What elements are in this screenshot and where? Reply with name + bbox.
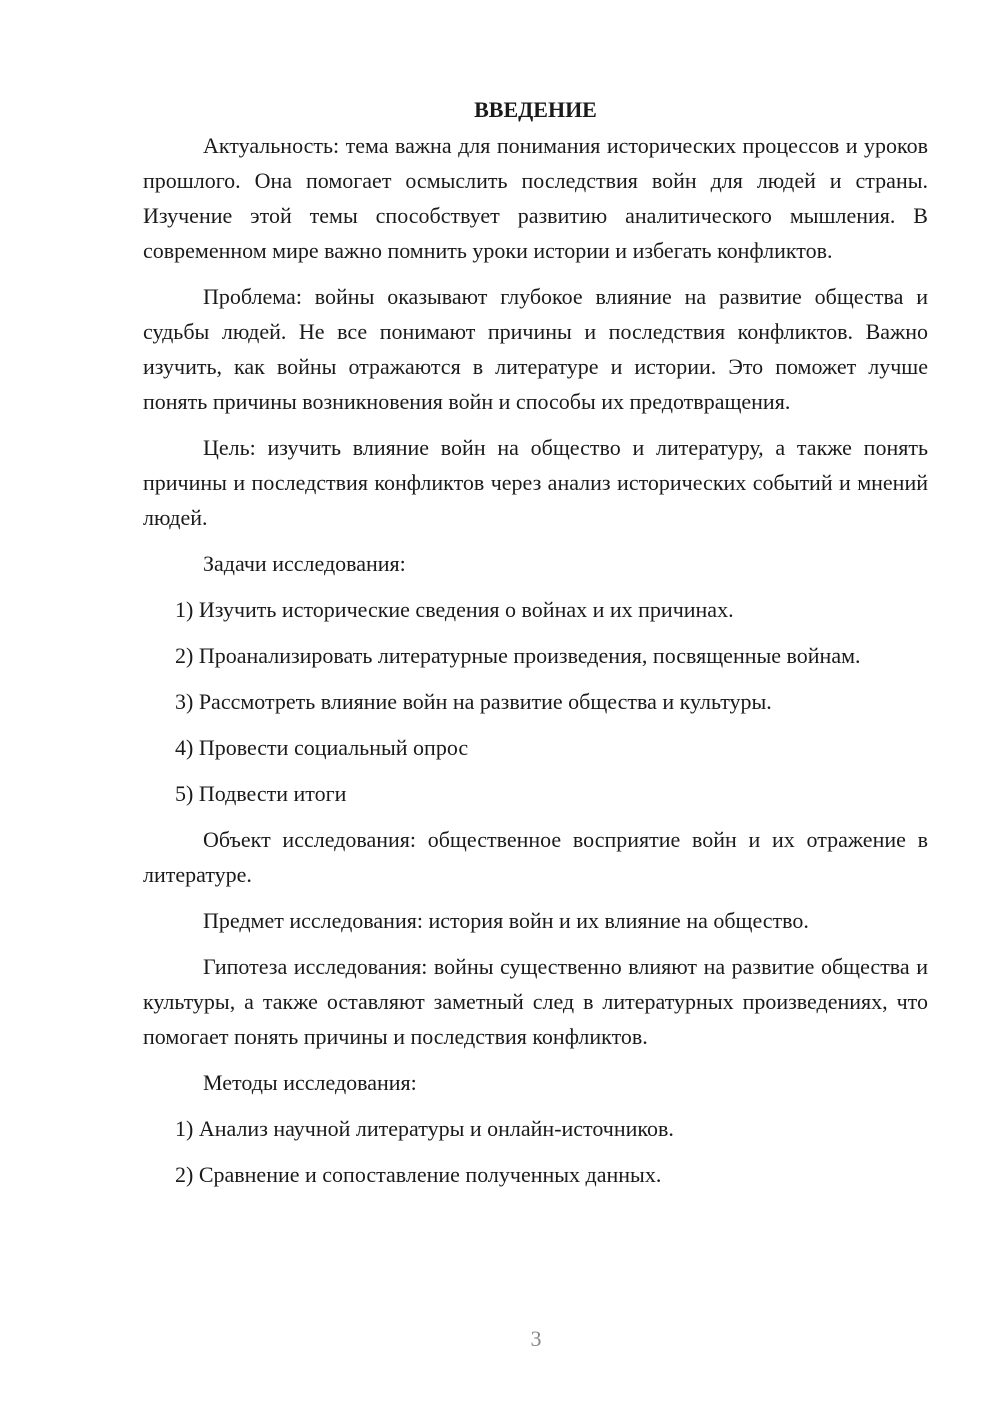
task-item-2: 2) Проанализировать литературные произведения, посвященные войнам. bbox=[175, 643, 861, 668]
document-page bbox=[143, 92, 928, 1203]
paragraph-object: Объект исследования: общественное восприятие войн и их отражение в литературе. bbox=[143, 827, 928, 887]
paragraph-relevance: Актуальность: тема важна для понимания исторических процессов и уроков прошлого. Она помогает осмыслить последствия войн для людей и страны. Изучение этой темы способствует развитию аналитического мышления. В современном мире важно помнить уроки истории и избегать конфликтов. bbox=[143, 133, 928, 263]
paragraph-problem: Проблема: войны оказывают глубокое влияние на развитие общества и судьбы людей. Не все понимают причины и последствия конфликтов. Важно изучить, как войны отражаются в литературе и истории. Это поможет лучше понять причины возникновения войн и способы их предотвращения. bbox=[143, 284, 928, 414]
task-item-1: 1) Изучить исторические сведения о войнах и их причинах. bbox=[175, 597, 734, 622]
page-number: 3 bbox=[530, 1326, 542, 1351]
method-item-1: 1) Анализ научной литературы и онлайн-источников. bbox=[175, 1116, 674, 1141]
task-item-4: 4) Провести социальный опрос bbox=[175, 735, 469, 760]
section-title: ВВЕДЕНИЕ bbox=[474, 97, 597, 122]
paragraph-goal: Цель: изучить влияние войн на общество и литературу, а также понять причины и последствия конфликтов через анализ исторических событий и мнений людей. bbox=[143, 435, 928, 530]
task-item-3: 3) Рассмотреть влияние войн на развитие общества и культуры. bbox=[175, 689, 772, 714]
method-item-2: 2) Сравнение и сопоставление полученных данных. bbox=[175, 1162, 662, 1187]
task-item-5: 5) Подвести итоги bbox=[175, 781, 347, 806]
paragraph-tasks-heading: Задачи исследования: bbox=[203, 551, 406, 576]
paragraph-hypothesis: Гипотеза исследования: войны существенно влияют на развитие общества и культуры, а также оставляют заметный след в литературных произведениях, что помогает понять причины и последствия конфликтов. bbox=[143, 954, 928, 1049]
paragraph-methods-heading: Методы исследования: bbox=[203, 1070, 417, 1095]
paragraph-subject: Предмет исследования: история войн и их влияние на общество. bbox=[203, 908, 809, 933]
